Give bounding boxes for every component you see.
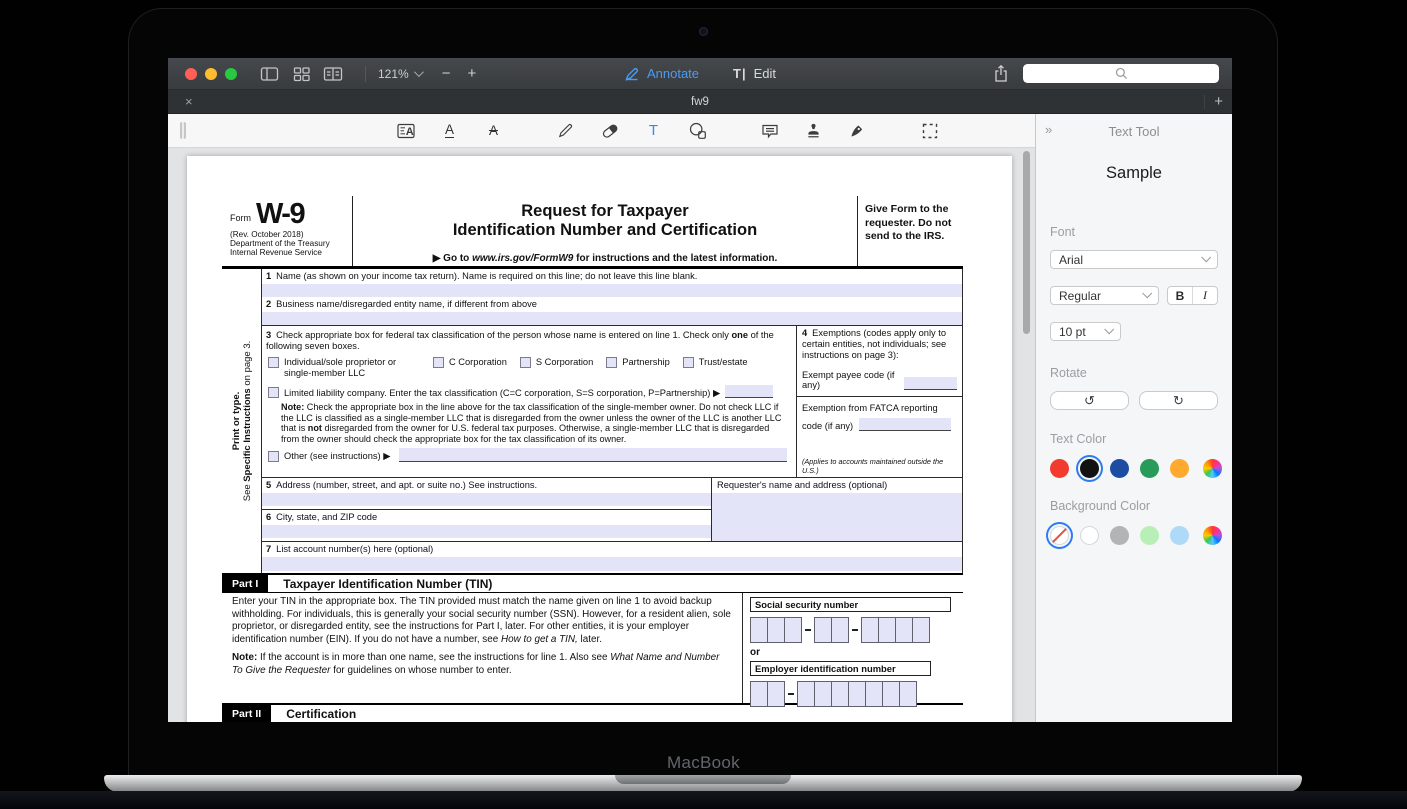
- exemptions-section: 4 Exemptions (codes apply only to certain entities, not individuals; see instructions on page 3): Exempt payee code (if any) Exemption from FATCA reporting code (if any) (Applies to accounts maintained outside the U.S.): [796, 326, 962, 477]
- font-label: Font: [1050, 225, 1076, 239]
- form-goto-line: ▶ Go to www.irs.gov/FormW9 for instructions and the latest information.: [432, 253, 778, 264]
- text-color-black-selected[interactable]: [1080, 459, 1099, 478]
- tab-bar: [168, 90, 1232, 114]
- ein-digit-cell[interactable]: [831, 681, 849, 707]
- macbook-base: [104, 775, 1302, 792]
- ssn-digit-cell[interactable]: [784, 617, 802, 643]
- svg-text:A: A: [405, 125, 414, 138]
- shapes-tool-icon[interactable]: [688, 121, 708, 141]
- floor-shadow: [0, 791, 1407, 809]
- city-state-zip-field[interactable]: [262, 525, 711, 538]
- highlight-text-tool-icon[interactable]: [396, 121, 416, 141]
- ein-digit-cell[interactable]: [865, 681, 883, 707]
- exempt-payee-code-field[interactable]: [904, 377, 957, 390]
- pencil-tool-icon[interactable]: [556, 121, 576, 141]
- checkbox-partnership[interactable]: Partnership: [606, 357, 670, 368]
- form-row-2: 2 Business name/disregarded entity name, if different from above: [262, 297, 962, 326]
- ein-digit-cell[interactable]: [750, 681, 768, 707]
- ssn-digit-cell[interactable]: [750, 617, 768, 643]
- checkbox[interactable]: [433, 357, 444, 368]
- ssn-digit-cell[interactable]: [861, 617, 879, 643]
- toolbar-drag-handle[interactable]: [180, 122, 186, 139]
- ssn-digit-cell[interactable]: [912, 617, 930, 643]
- fatca-code-field[interactable]: [859, 418, 951, 431]
- zoom-level[interactable]: 121%: [378, 66, 409, 81]
- name-field[interactable]: [262, 284, 962, 297]
- rotate-cw-button[interactable]: [1139, 391, 1218, 410]
- form-number: W-9: [256, 198, 305, 230]
- ein-cells: [750, 681, 957, 707]
- font-style-select[interactable]: Regular: [1050, 286, 1159, 305]
- background-color-label: Background Color: [1050, 499, 1151, 513]
- ein-digit-cell[interactable]: [882, 681, 900, 707]
- traffic-lights: [185, 68, 237, 80]
- ein-digit-cell[interactable]: [767, 681, 785, 707]
- text-tool-panel: [1035, 114, 1232, 722]
- zoom-out-button[interactable]: −: [441, 65, 451, 82]
- chevron-down-icon[interactable]: [414, 67, 424, 77]
- dept-line2: Internal Revenue Service: [230, 248, 322, 258]
- edit-label: Edit: [753, 66, 777, 81]
- ssn-digit-cell[interactable]: [814, 617, 832, 643]
- part2-badge: Part II: [222, 705, 271, 722]
- eraser-tool-icon[interactable]: [600, 121, 620, 141]
- background-color-wheel[interactable]: [1203, 526, 1222, 545]
- llc-note: Note: Check the appropriate box in the line above for the tax classification of the single-member owner. Do not check LLC if the LLC is classified as a single-member LLC that is disregarded from the owner unless the owner of the LLC is another LLC that is not disregarded from the owner for U.S. federal tax purposes. Otherwise, a single-member LLC that is disregarded from the owner should check the appropriate box for the tax classification of its owner.: [281, 402, 782, 444]
- ssn-digit-cell[interactable]: [895, 617, 913, 643]
- ssn-digit-cell[interactable]: [878, 617, 896, 643]
- signature-pen-tool-icon[interactable]: [848, 121, 868, 141]
- checkbox[interactable]: [268, 357, 279, 368]
- text-color-red[interactable]: [1050, 459, 1069, 478]
- chevron-down-icon: [1142, 288, 1152, 298]
- sidebar-toggle-icon[interactable]: [259, 64, 279, 84]
- background-color-swatches: [1050, 526, 1218, 545]
- requester-field[interactable]: [712, 493, 962, 541]
- rotate-label: Rotate: [1050, 366, 1087, 380]
- form-title: Request for Taxpayer Identification Number and Certification: [452, 202, 758, 239]
- part1-header: Part I Taxpayer Identification Number (TIN): [222, 573, 963, 593]
- applies-note: (Applies to accounts maintained outside the U.S.): [802, 457, 944, 475]
- ssn-digit-cell[interactable]: [831, 617, 849, 643]
- llc-classification-field[interactable]: [725, 385, 773, 398]
- annotation-toolbar: [168, 114, 1035, 148]
- give-form-note: Give Form to the requester. Do not send to the IRS.: [857, 196, 963, 266]
- text-color-swatches: [1050, 459, 1218, 478]
- background-color-white[interactable]: [1080, 526, 1099, 545]
- form-row-6: 6 City, state, and ZIP code: [262, 510, 711, 541]
- tab-title[interactable]: fw9: [691, 95, 709, 108]
- text-color-label: Text Color: [1050, 432, 1107, 446]
- chevron-down-icon: [1104, 324, 1114, 334]
- tin-instructions: Enter your TIN in the appropriate box. The TIN provided must match the name given on line 1 to avoid backup withholding. For individuals, this is generally your social security number (SSN). However, for a resident alien, sole proprietor, or disregarded entity, see the instructions for Part I, later. For other entities, it is your employer identification number (EIN). If you do not have a number, see How to get a TIN, later. Note: If the account is in more than one name, see the instructions for line 1. Also see What Name and Number To Give the Requester for guidelines on whose number to enter.: [232, 596, 731, 676]
- background-color-light-green[interactable]: [1140, 526, 1159, 545]
- other-line: Other (see instructions) ▶: [268, 448, 790, 462]
- section-divider: [797, 396, 962, 397]
- form-row-7: 7 List account number(s) here (optional): [262, 542, 962, 573]
- text-style-preview: Sample: [1106, 164, 1162, 182]
- macbook-base-notch: [615, 775, 791, 784]
- form-row-5: 5 Address (number, street, and apt. or suite no.) See instructions.: [262, 478, 711, 510]
- rotate-cw-icon: ↻: [1173, 393, 1184, 408]
- document-area: [168, 114, 1035, 722]
- tab-annotate[interactable]: [624, 66, 699, 82]
- ssn-cells: [750, 617, 957, 643]
- rotate-ccw-button[interactable]: [1050, 391, 1129, 410]
- comment-tool-icon[interactable]: [760, 121, 780, 141]
- business-name-field[interactable]: [262, 312, 962, 325]
- two-page-view-icon[interactable]: [323, 64, 343, 84]
- address-field[interactable]: [262, 493, 711, 506]
- tab-close-button[interactable]: ×: [185, 94, 193, 109]
- vertical-scrollbar-thumb[interactable]: [1023, 151, 1030, 334]
- annotate-label: Annotate: [646, 66, 700, 81]
- checkbox-other[interactable]: [268, 451, 279, 462]
- text-color-wheel[interactable]: [1203, 459, 1222, 478]
- ssn-dash: [802, 629, 814, 631]
- ein-dash: [785, 693, 797, 695]
- ssn-dash: [849, 629, 861, 631]
- font-family-select[interactable]: Arial: [1050, 250, 1218, 269]
- text-color-blue[interactable]: [1110, 459, 1129, 478]
- llc-line: Limited liability company. Enter the tax classification (C=C corporation, S=S corporation, P=Partnership) ▶: [268, 385, 790, 398]
- checkbox-individual[interactable]: Individual/sole proprietor or single-member LLC: [268, 357, 420, 378]
- ein-digit-cell[interactable]: [797, 681, 815, 707]
- italic-button[interactable]: I: [1203, 288, 1207, 302]
- tin-entry-column: [742, 593, 963, 703]
- ssn-label: Social security number: [750, 597, 951, 612]
- font-size-select[interactable]: 10 pt: [1050, 322, 1121, 341]
- form-row-1: 1 Name (as shown on your income tax return). Name is required on this line; do not leave this line blank.: [262, 269, 962, 297]
- checkbox[interactable]: [606, 357, 617, 368]
- stamp-tool-icon[interactable]: [804, 121, 824, 141]
- collapse-panel-icon[interactable]: »: [1045, 122, 1053, 137]
- checkbox-llc[interactable]: [268, 387, 279, 398]
- new-tab-button[interactable]: +: [1214, 93, 1223, 110]
- webcam: [699, 27, 708, 36]
- ein-digit-cell[interactable]: [899, 681, 917, 707]
- edit-text-icon: T|: [733, 66, 747, 81]
- form-word: Form: [230, 212, 251, 223]
- bold-button[interactable]: B: [1168, 287, 1193, 304]
- other-field[interactable]: [399, 448, 787, 462]
- zoom-window-button[interactable]: [225, 68, 237, 80]
- titlebar: [168, 58, 1232, 90]
- ein-label: Employer identification number: [750, 661, 931, 676]
- search-input[interactable]: [1023, 64, 1219, 83]
- text-color-green[interactable]: [1140, 459, 1159, 478]
- panel-title: Text Tool: [1108, 124, 1160, 139]
- minimize-window-button[interactable]: [205, 68, 217, 80]
- search-icon: [1115, 67, 1128, 80]
- toolbar-separator: [365, 66, 366, 82]
- thumbnails-view-icon[interactable]: [291, 64, 311, 84]
- requester-section: Requester's name and address (optional): [711, 478, 962, 541]
- annotate-pen-icon: [624, 66, 640, 82]
- underline-tool-icon[interactable]: A: [444, 121, 454, 137]
- text-color-orange[interactable]: [1170, 459, 1189, 478]
- checkbox[interactable]: [683, 357, 694, 368]
- strikethrough-tool-icon[interactable]: A: [488, 122, 498, 138]
- part2-header: Part II Certification: [222, 703, 963, 722]
- form-revision: (Rev. October 2018): [230, 229, 304, 239]
- checkbox[interactable]: [520, 357, 531, 368]
- checkbox-s-corporation[interactable]: S Corporation: [520, 357, 593, 368]
- form-margin-note: Print or type. See Specific Instructions on page 3.: [230, 340, 253, 502]
- text-tool-icon[interactable]: T: [648, 122, 659, 139]
- ein-digit-cell[interactable]: [814, 681, 832, 707]
- app-window: [168, 58, 1232, 722]
- ein-digit-cell[interactable]: [848, 681, 866, 707]
- share-icon[interactable]: [991, 64, 1011, 84]
- tab-edit[interactable]: [733, 66, 776, 81]
- checkbox-c-corporation[interactable]: C Corporation: [433, 357, 507, 368]
- macbook-brand-label: MacBook: [667, 753, 740, 772]
- close-window-button[interactable]: [185, 68, 197, 80]
- account-numbers-field[interactable]: [262, 557, 962, 571]
- chevron-down-icon: [1201, 252, 1211, 262]
- part1-badge: Part I: [222, 575, 268, 592]
- dept-line1: Department of the Treasury: [230, 238, 330, 248]
- checkbox-trust-estate[interactable]: Trust/estate: [683, 357, 748, 368]
- or-label: or: [750, 647, 760, 658]
- ssn-digit-cell[interactable]: [767, 617, 785, 643]
- selection-tool-icon[interactable]: [920, 121, 940, 141]
- background-color-light-blue[interactable]: [1170, 526, 1189, 545]
- document-page: [187, 156, 1012, 722]
- rotate-ccw-icon: ↺: [1084, 393, 1095, 408]
- zoom-in-button[interactable]: +: [467, 65, 477, 82]
- background-color-gray[interactable]: [1110, 526, 1129, 545]
- background-color-none-selected[interactable]: [1050, 526, 1069, 545]
- tax-classification-section: 3 Check appropriate box for federal tax classification of the person whose name is entered on line 1. Check only one of the following seven boxes. Individual/sole proprietor or single-member LLC C Corporation S Corporation Partnership Trust/estate Limited liability company. Enter the tax classification (C=C corporation, S=S corporation, P=Partnership) ▶ Note: Check the appropriate box in the line above for the tax classification of the single-member owner. Do not check LLC if the LLC is classified as a single-member LLC that is disregarded from the owner unless the owner of the LLC is another LLC that is not disregarded from the owner for U.S. federal tax purposes. Otherwise, a single-member LLC that is disregarded from the owner should check the appropriate box for the tax classification of its owner. Other (see instructions) ▶: [262, 326, 796, 477]
- form-header: [222, 196, 963, 269]
